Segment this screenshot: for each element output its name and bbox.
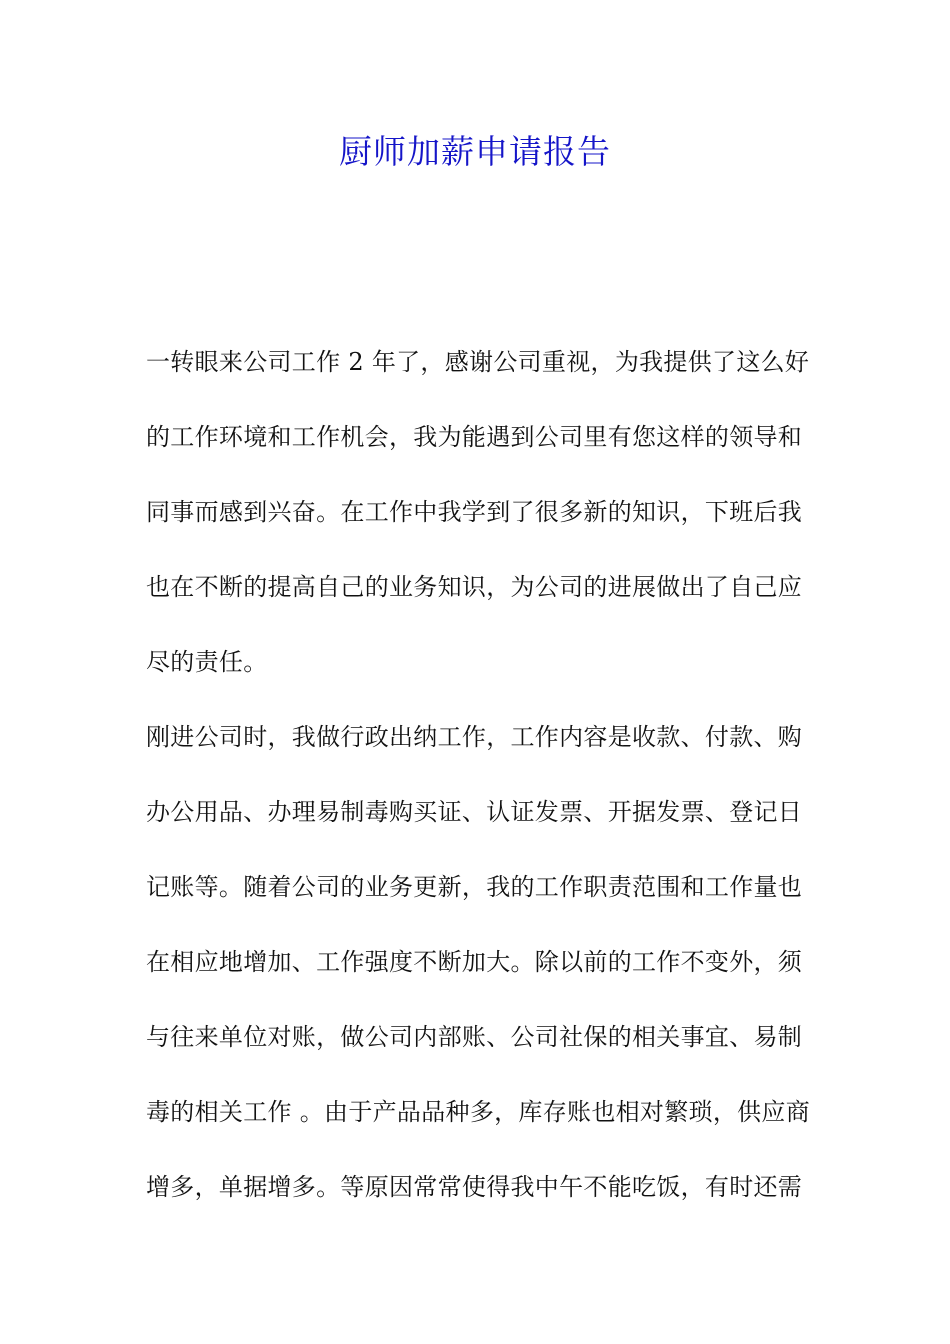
body-line: 同事而感到兴奋。在工作中我学到了很多新的知识，下班后我 (146, 498, 803, 526)
body-line: 的工作环境和工作机会，我为能遇到公司里有您这样的领导和 (146, 423, 803, 451)
body-line: 毒的相关工作 。由于产品品种多，库存账也相对繁琐，供应商 (146, 1098, 811, 1126)
body-line: 增多，单据增多。等原因常常使得我中午不能吃饭，有时还需 (146, 1173, 803, 1201)
body-line: 刚进公司时，我做行政出纳工作，工作内容是收款、付款、购 (146, 723, 803, 751)
body-line: 一转眼来公司工作 2 年了，感谢公司重视，为我提供了这么好 (146, 348, 810, 376)
document-body (146, 334, 816, 1234)
body-line: 也在不断的提高自己的业务知识，为公司的进展做出了自己应 (146, 573, 803, 601)
body-line: 在相应地增加、工作强度不断加大。除以前的工作不变外，须 (146, 948, 803, 976)
document-title: 厨师加薪申请报告 (339, 132, 611, 171)
body-line: 办公用品、办理易制毒购买证、认证发票、开据发票、登记日 (146, 798, 803, 826)
body-line: 与往来单位对账，做公司内部账、公司社保的相关事宜、易制 (146, 1023, 803, 1051)
body-line: 尽的责任。 (146, 648, 268, 676)
body-line: 记账等。随着公司的业务更新，我的工作职责范围和工作量也 (146, 873, 803, 901)
